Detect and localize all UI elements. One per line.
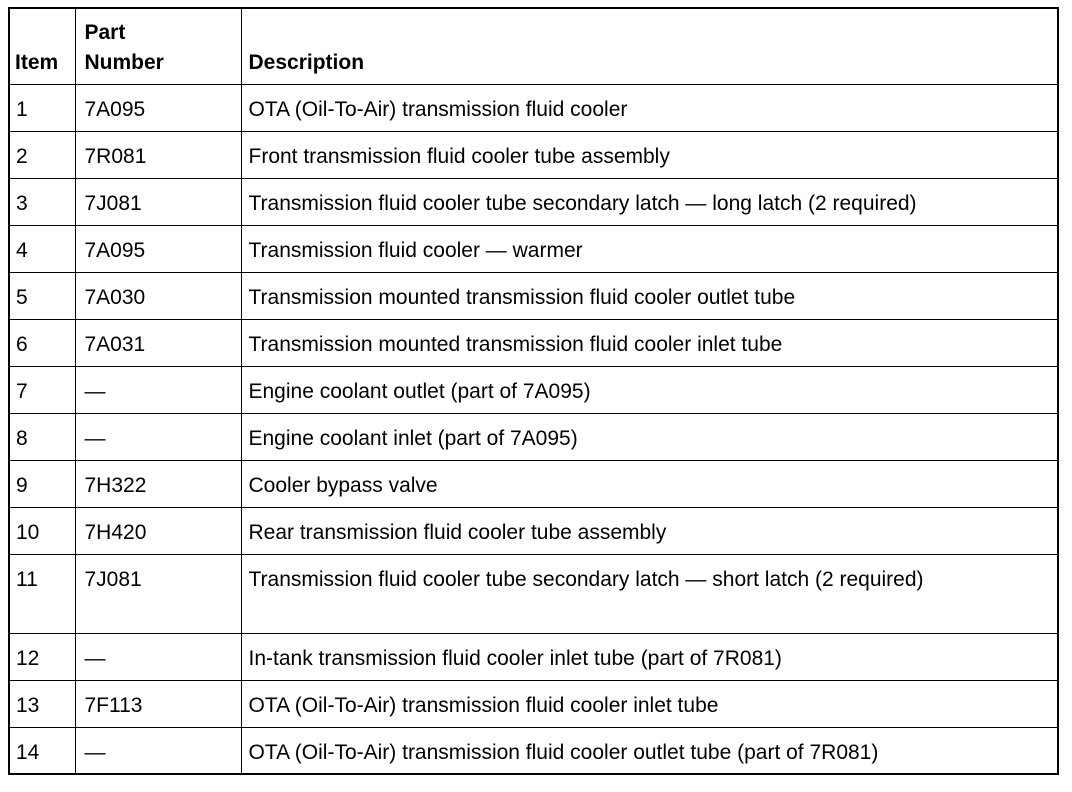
cell-part-number: — (75, 633, 241, 680)
header-description: Description (241, 8, 1058, 84)
cell-part-number: 7A095 (75, 225, 241, 272)
table-row (9, 319, 1058, 366)
cell-description: Front transmission fluid cooler tube assembly (241, 131, 1058, 178)
table-row (9, 727, 1058, 774)
cell-item: 10 (9, 507, 75, 554)
cell-description: Transmission mounted transmission fluid cooler inlet tube (241, 319, 1058, 366)
cell-description: In-tank transmission fluid cooler inlet tube (part of 7R081) (241, 633, 1058, 680)
cell-description: Rear transmission fluid cooler tube assembly (241, 507, 1058, 554)
parts-table (8, 7, 1059, 775)
cell-item: 7 (9, 366, 75, 413)
cell-item: 13 (9, 680, 75, 727)
cell-description: Transmission fluid cooler — warmer (241, 225, 1058, 272)
cell-part-number: 7H420 (75, 507, 241, 554)
cell-description: Cooler bypass valve (241, 460, 1058, 507)
header-item: Item (9, 8, 75, 84)
cell-part-number: 7F113 (75, 680, 241, 727)
cell-item: 8 (9, 413, 75, 460)
cell-item: 4 (9, 225, 75, 272)
cell-description: OTA (Oil-To-Air) transmission fluid cooler inlet tube (241, 680, 1058, 727)
table-row (9, 680, 1058, 727)
cell-item: 11 (9, 554, 75, 633)
cell-description: Engine coolant outlet (part of 7A095) (241, 366, 1058, 413)
cell-part-number: — (75, 413, 241, 460)
table-row (9, 460, 1058, 507)
cell-part-number: — (75, 366, 241, 413)
cell-description: Transmission mounted transmission fluid cooler outlet tube (241, 272, 1058, 319)
cell-description: Transmission fluid cooler tube secondary latch — long latch (2 required) (241, 178, 1058, 225)
header-part-number-line2: Number (84, 50, 164, 74)
cell-item: 3 (9, 178, 75, 225)
cell-item: 12 (9, 633, 75, 680)
table-row (9, 225, 1058, 272)
table-header-row (9, 8, 1058, 84)
cell-item: 6 (9, 319, 75, 366)
cell-description: Engine coolant inlet (part of 7A095) (241, 413, 1058, 460)
cell-part-number: 7J081 (75, 554, 241, 633)
cell-part-number: 7A031 (75, 319, 241, 366)
cell-description: OTA (Oil-To-Air) transmission fluid cooler (241, 84, 1058, 131)
table-row (9, 131, 1058, 178)
header-part-number (75, 8, 241, 84)
cell-item: 5 (9, 272, 75, 319)
cell-part-number: 7A095 (75, 84, 241, 131)
table-row (9, 413, 1058, 460)
table-row (9, 272, 1058, 319)
cell-part-number: 7R081 (75, 131, 241, 178)
table-row (9, 178, 1058, 225)
cell-part-number: 7A030 (75, 272, 241, 319)
cell-item: 9 (9, 460, 75, 507)
cell-part-number: 7H322 (75, 460, 241, 507)
table-row (9, 366, 1058, 413)
cell-description: OTA (Oil-To-Air) transmission fluid cooler outlet tube (part of 7R081) (241, 727, 1058, 774)
table-row (9, 554, 1058, 633)
cell-part-number: 7J081 (75, 178, 241, 225)
table-row (9, 633, 1058, 680)
header-part-number-line1: Part (84, 20, 126, 44)
cell-item: 14 (9, 727, 75, 774)
cell-part-number: — (75, 727, 241, 774)
table-row (9, 507, 1058, 554)
cell-description: Transmission fluid cooler tube secondary latch — short latch (2 required) (241, 554, 1058, 633)
table-row (9, 84, 1058, 131)
cell-item: 1 (9, 84, 75, 131)
cell-item: 2 (9, 131, 75, 178)
